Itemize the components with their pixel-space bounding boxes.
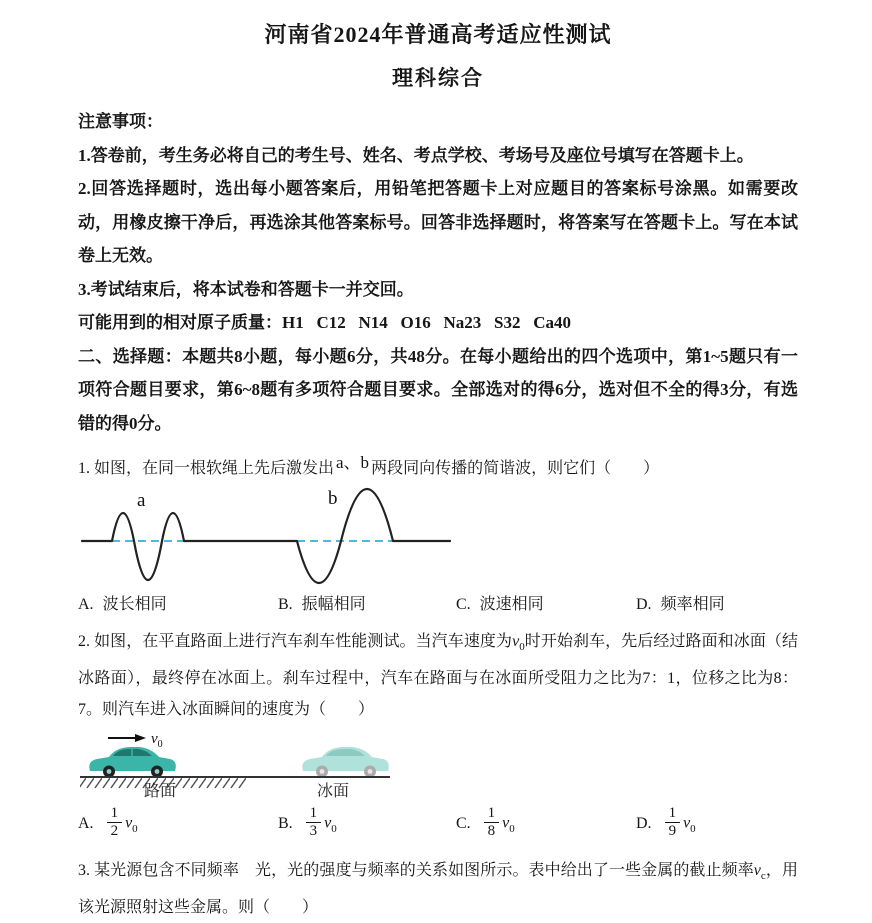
wave-label-a: a [137,490,146,511]
option-d [636,805,798,843]
question-3-text-part1: 某光源包含不同频率 光，光的强度与频率的关系如图所示。表中给出了一些金属的截止频率 [94,862,754,880]
velocity-arrow-label [151,731,163,750]
question-2-number: 2. [78,633,95,650]
velocity-subscript: 0 [519,641,525,654]
notice-item-2: 2.回答选择题时，选出每小题答案后，用铅笔把答题卡上对应题目的答案标号涂黑。如需要改动，用橡皮擦干净后，再选涂其他答案标号。回答非选择题时，将答案写在答题卡上。写在本试卷上无效。 [78,179,798,265]
velocity-symbol: v [512,633,520,650]
notice-heading: 注意事项： [78,112,163,131]
option-b-key: B. [278,596,293,613]
option-b [278,805,456,843]
car-wheel-front-hub [155,769,160,774]
question-3 [78,855,798,923]
cutoff-frequency-symbol: v [753,862,761,880]
atomic-masses-values: H1 C12 N14 O16 Na23 S32 Ca40 [282,313,572,332]
option-a [78,591,278,614]
option-b [278,591,456,614]
option-b-label: 振幅相同 [301,596,366,613]
question-1 [78,452,798,614]
option-a [78,805,278,843]
question-1-number: 1. [78,460,94,477]
fraction [107,805,123,839]
option-a-key: A. [78,596,94,613]
paper-subtitle: 理科综合 [392,66,484,90]
car-wheel-rear-hub [107,769,112,774]
wave-label-b: b [328,488,338,509]
cutoff-frequency-subscript: c [760,870,766,883]
option-a-var: v [125,814,133,832]
ghost-car-wheel-rear-hub [320,769,325,774]
velocity-arrow-label-sub: 0 [157,739,163,751]
option-a-sub: 0 [132,823,138,836]
option-c [456,805,636,843]
fraction [306,805,322,839]
option-c-var: v [502,814,510,832]
question-1-options [78,591,798,614]
question-2-text [78,626,798,725]
question-1-text-before: 如图，在同一根软绳上先后激发出 [94,460,335,477]
option-c-sub: 0 [509,823,515,836]
question-3-text-part2: ，用该光源照射这些金属。则（ ） [78,862,798,917]
fraction-denominator: 8 [484,822,500,840]
fraction-denominator: 3 [306,822,322,840]
option-c [456,591,636,614]
fraction-numerator: 1 [110,805,119,822]
road-label: 路面 [143,783,177,801]
velocity-arrow-label-v: v [151,731,158,748]
question-2-text-part2: 时开始刹车，先后经过路面和冰面（结冰路面），最终停在冰面上。刹车过程中，汽车在路面与在冰面所受阻力之比为7：1，位移之比为8：7。则汽车进入冰面瞬间的速度为（ ） [78,633,798,719]
option-d-key: D. [636,596,652,613]
fraction-numerator: 1 [668,805,677,822]
wave-diagram [82,486,450,586]
option-c-label: 波速相同 [479,596,544,613]
option-b-var: v [324,814,332,832]
fraction-numerator: 1 [487,805,496,822]
option-d-label: 频率相同 [660,596,725,613]
question-2-text-part1: 如图，在平直路面上进行汽车刹车性能测试。当汽车速度为 [94,633,513,650]
option-c-key: C. [456,814,471,832]
fraction-denominator: 2 [107,822,123,840]
question-3-number: 3. [78,862,95,880]
notice-item-1: 1.答卷前，考生务必将自己的考生号、姓名、考点学校、考场号及座位号填写在答题卡上。 [78,145,754,165]
option-c-key: C. [456,596,471,613]
atomic-masses-line [78,306,798,340]
question-1-text-after: 两段同向传播的简谐波，则它们（ ） [371,460,660,477]
velocity-arrow-head [135,734,146,742]
fraction-numerator: 1 [309,805,318,822]
option-d [636,591,798,614]
fraction [665,805,681,839]
option-d-var: v [683,814,691,832]
question-3-text [78,855,798,923]
option-a-key: A. [78,814,94,832]
fraction-denominator: 9 [665,822,681,840]
car-on-road [89,747,176,778]
notice-item-3: 3.考试结束后，将本试卷和答题卡一并交回。 [78,279,414,299]
braking-test-diagram [78,729,458,799]
section-intro: 二、选择题：本题共8小题，每小题6分，共48分。在每小题给出的四个选项中，第1~5题只有一项符合题目要求，第6~8题有多项符合题目要求。全部选对的得6分，选对但不全的得3分，有选错的得0分。 [78,346,798,433]
paper-title: 河南省2024年普通高考适应性测试 [264,22,612,47]
question-2-options [78,805,798,843]
question-1-wave-names: a、b [336,453,370,472]
option-b-sub: 0 [331,823,337,836]
question-1-text [78,452,798,484]
question-2 [78,626,798,843]
option-d-key: D. [636,814,652,832]
fraction [484,805,500,839]
car-on-ice [302,747,389,778]
option-d-sub: 0 [690,823,696,836]
ghost-car-wheel-front-hub [368,769,373,774]
ice-label: 冰面 [316,783,350,801]
option-b-key: B. [278,814,293,832]
atomic-masses-label: 可能用到的相对原子质量： [78,313,282,332]
option-a-label: 波长相同 [102,596,167,613]
notice-section [78,105,798,440]
